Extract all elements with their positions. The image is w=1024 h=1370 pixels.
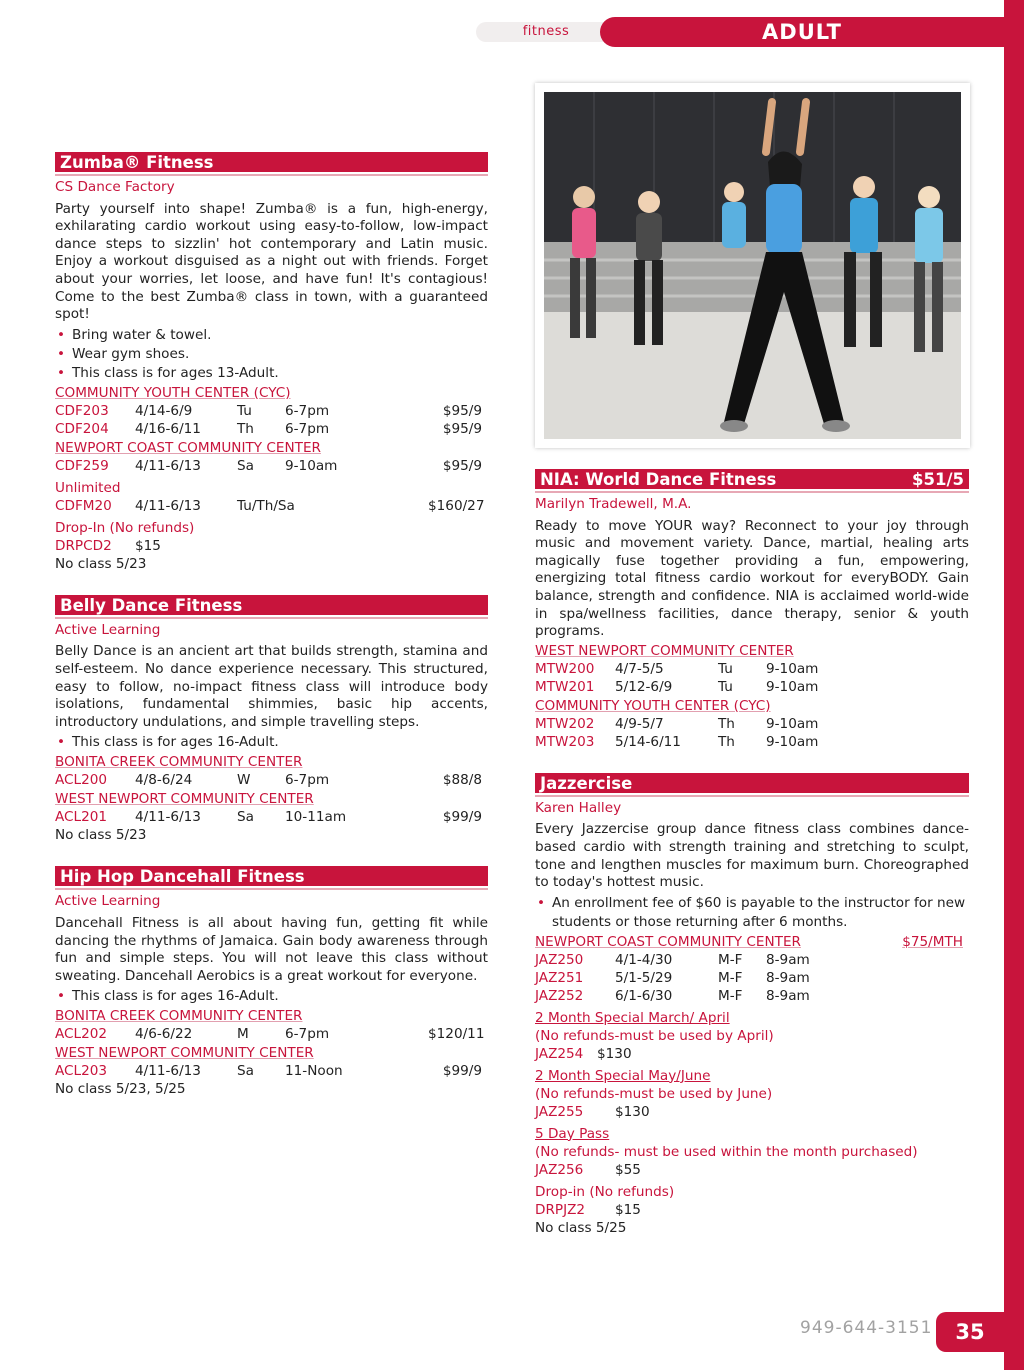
belly-location-west-newport[interactable]: WEST NEWPORT COMMUNITY CENTER	[55, 791, 314, 808]
table-row	[55, 771, 488, 789]
class-time: 6-7pm	[285, 772, 330, 789]
jazz-special-2[interactable]: 2 Month Special May/June	[535, 1067, 711, 1084]
nia-heading	[535, 469, 969, 491]
table-row	[55, 420, 488, 438]
class-code[interactable]: JAZ252	[535, 987, 584, 1004]
belly-no-class: No class 5/23	[55, 827, 147, 844]
class-day: Tu	[718, 660, 733, 677]
class-price: $130	[597, 1045, 632, 1062]
jazz-no-class: No class 5/25	[535, 1219, 627, 1236]
zumba-location-newport-coast[interactable]: NEWPORT COAST COMMUNITY CENTER	[55, 439, 321, 456]
class-dates: 4/11-6/13	[135, 809, 201, 826]
jazz-special-1-note: (No refunds-must be used by April)	[535, 1027, 774, 1044]
right-edge-bar	[1004, 0, 1024, 1370]
class-time: 10-11am	[285, 809, 347, 826]
class-time: 9-10am	[766, 733, 819, 750]
class-day: Sa	[237, 1063, 254, 1080]
list-item: • Wear gym shoes.	[55, 345, 488, 364]
class-code[interactable]: JAZ255	[535, 1103, 584, 1120]
class-price: $95/9	[442, 420, 482, 437]
location-name: NEWPORT COAST COMMUNITY CENTER	[535, 933, 801, 950]
class-code[interactable]: DRPCD2	[55, 537, 112, 554]
class-time: 6-7pm	[285, 1026, 330, 1043]
class-dates: 4/11-6/13	[135, 497, 201, 514]
belly-description: Belly Dance is an ancient art that builds strength, stamina and self-esteem. No dance experience necessary. This structured, easy to follow, no-impact fitness class will introduce body isolations, fundamental shimmies, basic hip accents, introductory undulations, and simple travelling steps.	[55, 643, 488, 730]
table-row	[535, 1045, 969, 1063]
class-day: M	[237, 1026, 249, 1043]
table-row	[55, 402, 488, 420]
zumba-location-cyc[interactable]: COMMUNITY YOUTH CENTER (CYC)	[55, 384, 291, 401]
class-dates: 4/8-6/24	[135, 772, 193, 789]
class-dates: 6/1-6/30	[615, 987, 673, 1004]
class-day: Th	[718, 715, 735, 732]
class-day: Th	[237, 420, 254, 437]
class-code[interactable]: ACL201	[55, 809, 108, 826]
jazz-special-3[interactable]: 5 Day Pass	[535, 1125, 610, 1142]
table-row	[535, 660, 969, 678]
table-row	[55, 537, 488, 555]
jazz-special-1[interactable]: 2 Month Special March/ April	[535, 1009, 730, 1026]
belly-bullets	[55, 733, 488, 752]
hiphop-location-west-newport[interactable]: WEST NEWPORT COMMUNITY CENTER	[55, 1045, 314, 1062]
class-dates: 4/11-6/13	[135, 457, 201, 474]
class-dates: 4/11-6/13	[135, 1063, 201, 1080]
list-item: • An enrollment fee of $60 is payable to the instructor for new students or those returning after 6 months.	[535, 894, 969, 932]
class-day: Tu	[237, 402, 252, 419]
zumba-unlimited-label: Unlimited	[55, 479, 121, 496]
hiphop-instructor: Active Learning	[55, 893, 161, 910]
jazz-heading	[535, 773, 969, 795]
left-column	[55, 152, 488, 1098]
table-row	[535, 678, 969, 696]
class-price: $160/27	[428, 497, 485, 514]
dance-class-photo-frame	[535, 83, 970, 448]
jazz-dropin-label: Drop-in (No refunds)	[535, 1183, 675, 1200]
jazz-instructor: Karen Halley	[535, 799, 622, 816]
class-code[interactable]: MTW201	[535, 678, 595, 695]
class-dates: 5/1-5/29	[615, 969, 673, 986]
class-time: 8-9am	[766, 969, 810, 986]
class-price: $15	[615, 1201, 641, 1218]
table-row	[535, 1201, 969, 1219]
class-code[interactable]: ACL203	[55, 1063, 108, 1080]
table-row	[535, 733, 969, 751]
class-time: 9-10am	[766, 660, 819, 677]
class-day: Th	[718, 733, 735, 750]
class-code[interactable]: MTW203	[535, 733, 595, 750]
hiphop-title: Hip Hop Dancehall Fitness	[60, 867, 305, 887]
table-row	[55, 1062, 488, 1080]
nia-instructor: Marilyn Tradewell, M.A.	[535, 496, 692, 512]
belly-instructor: Active Learning	[55, 621, 161, 638]
right-column	[535, 469, 969, 1237]
belly-heading	[55, 595, 488, 617]
list-item: • This class is for ages 16-Adult.	[55, 733, 488, 752]
table-row	[535, 969, 969, 987]
class-dates: 4/16-6/11	[135, 420, 201, 437]
class-dates: 4/9-5/7	[615, 715, 664, 732]
zumba-heading	[55, 152, 488, 174]
class-code[interactable]: MTW200	[535, 660, 595, 677]
class-dates: 4/6-6/22	[135, 1026, 193, 1043]
table-row	[535, 1103, 969, 1121]
class-day: Sa	[237, 809, 254, 826]
class-dates: 4/1-4/30	[615, 951, 673, 968]
class-time: 8-9am	[766, 987, 810, 1004]
jazz-location-newport-coast[interactable]	[535, 933, 969, 951]
class-day: Tu/Th/Sa	[237, 497, 295, 514]
belly-location-bonita[interactable]: BONITA CREEK COMMUNITY CENTER	[55, 754, 303, 771]
zumba-bullets	[55, 326, 488, 383]
class-code[interactable]: JAZ256	[535, 1161, 584, 1178]
table-row	[535, 951, 969, 969]
class-code[interactable]: MTW202	[535, 715, 595, 732]
class-price: $99/9	[442, 809, 482, 826]
class-day: W	[237, 772, 251, 789]
list-item: • This class is for ages 13-Adult.	[55, 364, 488, 383]
class-price: $95/9	[442, 402, 482, 419]
zumba-instructor: CS Dance Factory	[55, 179, 175, 195]
dancers-illustration	[544, 92, 961, 439]
table-row	[55, 457, 488, 475]
class-time	[357, 497, 428, 515]
class-price: $130	[615, 1103, 650, 1120]
zumba-no-class: No class 5/23	[55, 555, 147, 572]
table-row	[55, 1025, 488, 1043]
class-price: $88/8	[442, 772, 482, 789]
class-day: Sa	[237, 457, 254, 474]
nia-location-west-newport[interactable]: WEST NEWPORT COMMUNITY CENTER	[535, 642, 794, 659]
table-row	[535, 1161, 969, 1179]
jazz-special-2-note: (No refunds-must be used by June)	[535, 1085, 773, 1102]
hiphop-bullets	[55, 987, 488, 1006]
class-code[interactable]: JAZ254	[535, 1045, 584, 1062]
hiphop-no-class: No class 5/23, 5/25	[55, 1081, 186, 1098]
jazz-description: Every Jazzercise group dance fitness class combines dance-based cardio with strength training and stretching to sculpt, tone and lengthen muscles for maximum burn. Choreographed to today's hottest music.	[535, 821, 969, 891]
zumba-title: Zumba® Fitness	[60, 153, 214, 172]
class-code[interactable]: CDF203	[55, 402, 109, 419]
class-price: $120/11	[428, 1026, 485, 1043]
table-row	[55, 808, 488, 826]
class-price: $55	[615, 1161, 641, 1178]
dance-class-photo	[544, 92, 961, 439]
location-price: $75/MTH	[902, 933, 963, 950]
nia-description: Ready to move YOUR way? Reconnect to your joy through music and movement variety. Dance, martial, healing arts magically fuse together providing a fun, empowering, energizing total fitness cardio workout for everyBODY. Gain balance, strength and confidence. NIA is acclaimed world-wide in spa/wellness facilities, dance therapy, senior & youth programs.	[535, 517, 969, 640]
nia-location-cyc[interactable]: COMMUNITY YOUTH CENTER (CYC)	[535, 697, 771, 714]
class-dates: 5/14-6/11	[615, 733, 681, 750]
nia-price: $51/5	[912, 470, 964, 489]
table-row	[55, 497, 488, 515]
class-code[interactable]: CDF259	[55, 457, 109, 474]
class-time: 9-10am	[766, 678, 819, 695]
jazz-special-3-note: (No refunds- must be used within the month purchased)	[535, 1143, 918, 1160]
class-dates: 4/7-5/5	[615, 660, 664, 677]
class-code[interactable]: ACL202	[55, 1026, 108, 1043]
category-tab: fitness	[476, 22, 616, 42]
hiphop-heading	[55, 866, 488, 888]
class-code[interactable]: ACL200	[55, 772, 108, 789]
belly-title: Belly Dance Fitness	[60, 595, 243, 615]
class-dates: 4/14-6/9	[135, 402, 193, 419]
class-code[interactable]: CDFM20	[55, 497, 112, 514]
jazz-bullets	[535, 894, 969, 932]
class-price: $15	[135, 537, 161, 554]
class-dates: 5/12-6/9	[615, 678, 673, 695]
class-time: 6-7pm	[285, 402, 330, 419]
class-price: $99/9	[442, 1063, 482, 1080]
zumba-dropin-label: Drop-In (No refunds)	[55, 519, 195, 536]
class-code[interactable]: CDF204	[55, 420, 109, 437]
footer-phone: 949-644-3151	[800, 1318, 933, 1338]
list-item: • Bring water & towel.	[55, 326, 488, 345]
class-day: M-F	[718, 969, 743, 986]
class-day: Tu	[718, 678, 733, 695]
class-time: 6-7pm	[285, 420, 330, 437]
page-number: 35	[936, 1312, 1004, 1352]
jazz-title: Jazzercise	[540, 773, 633, 793]
class-time: 11-Noon	[285, 1063, 343, 1080]
hiphop-description: Dancehall Fitness is all about having fun, getting fit while dancing the rhythms of Jamaica. Gain body awareness through fun and simple steps. You will not leave this class without sweating. Dancehall Aerobics is a great workout for everyone.	[55, 914, 488, 984]
class-code[interactable]: DRPJZ2	[535, 1201, 586, 1218]
class-time: 8-9am	[766, 951, 810, 968]
list-item: • This class is for ages 16-Adult.	[55, 987, 488, 1006]
class-day: M-F	[718, 951, 743, 968]
class-time: 9-10am	[285, 457, 338, 474]
class-code[interactable]: JAZ251	[535, 969, 584, 986]
section-banner: ADULT	[600, 17, 1004, 47]
table-row	[535, 715, 969, 733]
class-time: 9-10am	[766, 715, 819, 732]
nia-title: NIA: World Dance Fitness	[540, 470, 777, 489]
class-price: $95/9	[442, 457, 482, 474]
hiphop-location-bonita[interactable]: BONITA CREEK COMMUNITY CENTER	[55, 1008, 303, 1025]
zumba-description: Party yourself into shape! Zumba® is a fun, high-energy, exhilarating cardio workout using easy-to-follow, low-impact dance steps to sizzlin' hot contemporary and Latin music. Enjoy a workout disguised as a night out with friends. Forget about your worries, let loose, and have fun! It's contagious! Come to the best Zumba® class in town, with a guaranteed spot!	[55, 200, 488, 323]
class-day: M-F	[718, 987, 743, 1004]
table-row	[535, 987, 969, 1005]
class-code[interactable]: JAZ250	[535, 951, 584, 968]
